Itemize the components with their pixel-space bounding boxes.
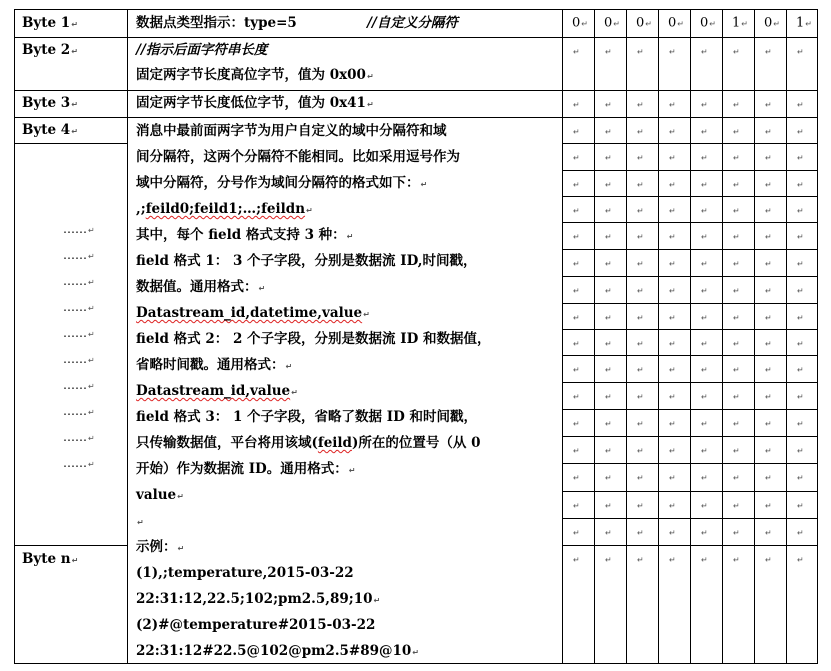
empty-cell-mark: ↵ [573,313,580,323]
empty-cell-mark: ↵ [701,180,708,190]
empty-cell-mark: ↵ [637,392,644,402]
empty-cell-mark: ↵ [765,313,772,323]
bit-grid-line [562,143,817,144]
empty-cell-mark: ↵ [669,392,676,402]
empty-cell-mark: ↵ [733,206,740,216]
empty-cell-mark: ↵ [605,446,612,456]
empty-cell-mark: ↵ [733,339,740,349]
empty-cell-mark: ↵ [797,47,804,57]
empty-cell-mark: ↵ [701,419,708,429]
column-divider [690,9,691,664]
empty-cell-mark: ↵ [797,446,804,456]
empty-line: ↵ [137,518,144,527]
empty-cell-mark: ↵ [573,100,580,110]
empty-cell-mark: ↵ [765,339,772,349]
length-comment: //指示后面字符串长度 [136,42,268,58]
empty-cell-mark: ↵ [637,313,644,323]
empty-cell-mark: ↵ [733,528,740,538]
empty-cell-mark: ↵ [605,180,612,190]
bit-grid-line [562,303,817,304]
empty-cell-mark: ↵ [765,180,772,190]
empty-cell-mark: ↵ [797,392,804,402]
table-border-right [817,9,818,664]
empty-cell-mark: ↵ [733,555,740,565]
empty-cell-mark: ↵ [701,446,708,456]
empty-cell-mark: ↵ [701,286,708,296]
empty-cell-mark: ↵ [733,153,740,163]
empty-cell-mark: ↵ [573,259,580,269]
empty-cell-mark: ↵ [733,473,740,483]
empty-cell-mark: ↵ [605,528,612,538]
bit-grid-line [562,545,817,546]
bit-value: 1↵ [796,15,812,31]
empty-cell-mark: ↵ [637,555,644,565]
empty-cell-mark: ↵ [701,501,708,511]
empty-cell-mark: ↵ [669,232,676,242]
empty-cell-mark: ↵ [637,259,644,269]
empty-cell-mark: ↵ [669,100,676,110]
empty-cell-mark: ↵ [765,419,772,429]
example-line: 22:31:12,22.5;102;pm2.5,89;10↵ [136,591,381,607]
body-line: value↵ [136,487,184,503]
bit-grid-line [562,436,817,437]
example-line: 22:31:12#22.5@102@pm2.5#89@10↵ [136,643,419,659]
bit-value: 0↵ [636,15,652,31]
ellipsis-row: ……↵ [63,326,95,340]
empty-cell-mark: ↵ [733,446,740,456]
empty-cell-mark: ↵ [765,259,772,269]
empty-cell-mark: ↵ [765,528,772,538]
empty-cell-mark: ↵ [797,313,804,323]
empty-cell-mark: ↵ [637,286,644,296]
empty-cell-mark: ↵ [733,365,740,375]
bit-grid-line [562,276,817,277]
empty-cell-mark: ↵ [765,232,772,242]
body-line: 开始）作为数据流 ID。通用格式：↵ [136,461,356,477]
empty-cell-mark: ↵ [573,47,580,57]
empty-cell-mark: ↵ [797,555,804,565]
empty-cell-mark: ↵ [701,232,708,242]
empty-cell-mark: ↵ [637,446,644,456]
empty-cell-mark: ↵ [733,286,740,296]
empty-cell-mark: ↵ [637,473,644,483]
bit-grid-line [562,491,817,492]
empty-cell-mark: ↵ [605,555,612,565]
empty-cell-mark: ↵ [797,473,804,483]
empty-cell-mark: ↵ [765,446,772,456]
empty-cell-mark: ↵ [637,339,644,349]
empty-cell-mark: ↵ [797,153,804,163]
empty-cell-mark: ↵ [765,153,772,163]
empty-cell-mark: ↵ [733,313,740,323]
empty-cell-mark: ↵ [637,528,644,538]
column-divider [594,9,595,664]
body-line: field 格式 3： 1 个子字段，省略了数据 ID 和时间戳， [136,409,477,425]
ellipsis-row: ……↵ [63,300,95,314]
empty-cell-mark: ↵ [669,446,676,456]
empty-cell-mark: ↵ [605,419,612,429]
empty-cell-mark: ↵ [605,313,612,323]
empty-cell-mark: ↵ [765,100,772,110]
empty-cell-mark: ↵ [701,153,708,163]
length-low-byte-text: 固定两字节长度低位字节，值为 0x41↵ [136,95,374,111]
empty-cell-mark: ↵ [605,473,612,483]
empty-cell-mark: ↵ [573,555,580,565]
empty-cell-mark: ↵ [733,100,740,110]
body-line: 数据值。通用格式：↵ [136,279,266,295]
empty-cell-mark: ↵ [797,365,804,375]
empty-cell-mark: ↵ [797,501,804,511]
empty-cell-mark: ↵ [669,473,676,483]
empty-cell-mark: ↵ [637,206,644,216]
byte-2-label: Byte 2↵ [22,42,78,58]
bit-grid-line [562,37,817,38]
row-divider [14,545,127,546]
empty-cell-mark: ↵ [701,47,708,57]
empty-cell-mark: ↵ [701,339,708,349]
empty-cell-mark: ↵ [573,446,580,456]
body-line: 只传输数据值，平台将用该域(feild)所在的位置号（从 0 [136,435,481,451]
bit-grid-line [562,355,817,356]
empty-cell-mark: ↵ [797,206,804,216]
empty-cell-mark: ↵ [797,528,804,538]
bit-grid-line [562,409,817,410]
empty-cell-mark: ↵ [605,286,612,296]
byte-1-label: Byte 1↵ [22,15,78,31]
empty-cell-mark: ↵ [637,232,644,242]
bit-grid-line [562,196,817,197]
bit-grid-line [562,222,817,223]
ellipsis-row: ……↵ [63,274,95,288]
empty-cell-mark: ↵ [765,127,772,137]
empty-cell-mark: ↵ [701,528,708,538]
empty-cell-mark: ↵ [573,206,580,216]
empty-cell-mark: ↵ [701,313,708,323]
ellipsis-row: ……↵ [63,248,95,262]
type-indicator-text: 数据点类型指示：type=5 [136,15,297,31]
ellipsis-row: ……↵ [63,352,95,366]
column-divider [127,9,128,664]
ellipsis-row: ……↵ [63,456,95,470]
example-line: (2)#@temperature#2015-03-22 [136,617,376,633]
byte-n-label: Byte n↵ [22,551,79,567]
separator-comment: //自定义分隔符 [367,15,458,31]
column-divider [786,9,787,664]
bit-grid-line [562,90,817,91]
column-divider [562,9,563,664]
empty-cell-mark: ↵ [797,259,804,269]
empty-cell-mark: ↵ [669,127,676,137]
empty-cell-mark: ↵ [573,127,580,137]
empty-cell-mark: ↵ [573,339,580,349]
empty-cell-mark: ↵ [605,365,612,375]
empty-cell-mark: ↵ [701,127,708,137]
bit-grid-line [562,518,817,519]
empty-cell-mark: ↵ [701,392,708,402]
ellipsis-row: ……↵ [63,430,95,444]
empty-cell-mark: ↵ [573,286,580,296]
body-line: 间分隔符，这两个分隔符不能相同。比如采用逗号作为 [136,149,460,165]
empty-cell-mark: ↵ [605,339,612,349]
empty-cell-mark: ↵ [765,392,772,402]
bit-value: 0↵ [604,15,620,31]
empty-cell-mark: ↵ [797,286,804,296]
bit-value: 0↵ [668,15,684,31]
column-divider [658,9,659,664]
body-line: field 格式 1： 3 个子字段，分别是数据流 ID,时间戳， [136,253,477,269]
empty-cell-mark: ↵ [573,153,580,163]
empty-cell-mark: ↵ [605,501,612,511]
empty-cell-mark: ↵ [573,232,580,242]
empty-cell-mark: ↵ [669,339,676,349]
body-line: 示例：↵ [136,539,185,555]
body-line: field 格式 2： 2 个子字段，分别是数据流 ID 和数据值， [136,331,491,347]
empty-cell-mark: ↵ [605,100,612,110]
column-divider [754,9,755,664]
empty-cell-mark: ↵ [637,365,644,375]
bit-grid-line [562,463,817,464]
empty-cell-mark: ↵ [669,153,676,163]
empty-cell-mark: ↵ [765,555,772,565]
empty-cell-mark: ↵ [573,419,580,429]
table-border-top [14,9,817,10]
ellipsis-row: ……↵ [63,378,95,392]
empty-cell-mark: ↵ [573,392,580,402]
empty-cell-mark: ↵ [765,365,772,375]
ellipsis-row: ……↵ [63,222,95,236]
ellipsis-row: ……↵ [63,404,95,418]
body-line: Datastream_id,value↵ [136,383,298,399]
empty-cell-mark: ↵ [573,528,580,538]
table-border-bottom [14,663,817,664]
empty-cell-mark: ↵ [765,286,772,296]
example-line: (1),;temperature,2015-03-22 [136,565,354,581]
empty-cell-mark: ↵ [669,501,676,511]
bit-grid-line [562,117,817,118]
byte-3-label: Byte 3↵ [22,95,78,111]
empty-cell-mark: ↵ [669,528,676,538]
length-high-byte-text: 固定两字节长度高位字节，值为 0x00↵ [136,67,374,83]
empty-cell-mark: ↵ [701,365,708,375]
empty-cell-mark: ↵ [765,47,772,57]
body-line: 消息中最前面两字节为用户自定义的域中分隔符和域 [136,123,447,139]
empty-cell-mark: ↵ [701,259,708,269]
empty-cell-mark: ↵ [605,47,612,57]
empty-cell-mark: ↵ [637,180,644,190]
empty-cell-mark: ↵ [669,47,676,57]
empty-cell-mark: ↵ [637,419,644,429]
empty-cell-mark: ↵ [733,259,740,269]
empty-cell-mark: ↵ [701,206,708,216]
empty-cell-mark: ↵ [637,501,644,511]
empty-cell-mark: ↵ [669,206,676,216]
empty-cell-mark: ↵ [573,365,580,375]
bit-grid-line [562,249,817,250]
empty-cell-mark: ↵ [797,419,804,429]
empty-cell-mark: ↵ [637,127,644,137]
empty-cell-mark: ↵ [605,392,612,402]
bit-value: 1↵ [732,15,748,31]
empty-cell-mark: ↵ [797,127,804,137]
empty-cell-mark: ↵ [733,180,740,190]
bit-value: 0↵ [764,15,780,31]
empty-cell-mark: ↵ [797,232,804,242]
empty-cell-mark: ↵ [605,206,612,216]
empty-cell-mark: ↵ [765,206,772,216]
body-line: 其中，每个 field 格式支持 3 种：↵ [136,227,354,243]
body-line: Datastream_id,datetime,value↵ [136,305,370,321]
empty-cell-mark: ↵ [669,286,676,296]
body-line: 省略时间戳。通用格式：↵ [136,357,293,373]
bit-grid-line [562,170,817,171]
bit-value: 0↵ [572,15,588,31]
empty-cell-mark: ↵ [637,100,644,110]
body-line: 域中分隔符，分号作为域间分隔符的格式如下：↵ [136,175,428,191]
empty-cell-mark: ↵ [733,47,740,57]
empty-cell-mark: ↵ [669,555,676,565]
empty-cell-mark: ↵ [605,259,612,269]
empty-cell-mark: ↵ [733,127,740,137]
empty-cell-mark: ↵ [797,100,804,110]
empty-cell-mark: ↵ [669,419,676,429]
empty-cell-mark: ↵ [637,153,644,163]
empty-cell-mark: ↵ [797,180,804,190]
empty-cell-mark: ↵ [701,555,708,565]
empty-cell-mark: ↵ [573,180,580,190]
empty-cell-mark: ↵ [573,501,580,511]
empty-cell-mark: ↵ [733,419,740,429]
empty-cell-mark: ↵ [669,259,676,269]
empty-cell-mark: ↵ [733,501,740,511]
bit-grid-line [562,329,817,330]
bit-grid-line [562,382,817,383]
empty-cell-mark: ↵ [605,127,612,137]
empty-cell-mark: ↵ [669,313,676,323]
body-line: ,;feild0;feild1;…;feildn↵ [136,201,313,217]
empty-cell-mark: ↵ [701,100,708,110]
row-divider [14,143,127,144]
empty-cell-mark: ↵ [605,153,612,163]
empty-cell-mark: ↵ [701,473,708,483]
empty-cell-mark: ↵ [733,392,740,402]
empty-cell-mark: ↵ [573,473,580,483]
byte-4-label: Byte 4↵ [22,122,78,138]
column-divider [626,9,627,664]
empty-cell-mark: ↵ [637,47,644,57]
empty-cell-mark: ↵ [733,232,740,242]
bit-value: 0↵ [700,15,716,31]
column-divider [722,9,723,664]
empty-cell-mark: ↵ [765,501,772,511]
empty-cell-mark: ↵ [765,473,772,483]
empty-cell-mark: ↵ [797,339,804,349]
empty-cell-mark: ↵ [605,232,612,242]
empty-cell-mark: ↵ [669,365,676,375]
empty-cell-mark: ↵ [669,180,676,190]
table-border-left [14,9,15,664]
